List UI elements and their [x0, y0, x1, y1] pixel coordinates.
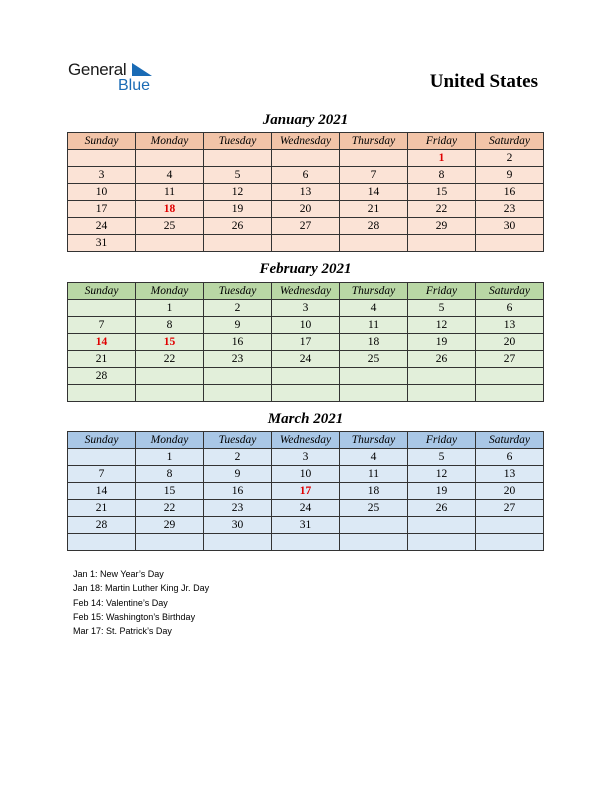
- empty-day-cell: [272, 235, 340, 252]
- day-cell: 10: [272, 466, 340, 483]
- empty-day-cell: [136, 150, 204, 167]
- day-cell: 15: [136, 334, 204, 351]
- day-cell: 12: [408, 466, 476, 483]
- calendar-february: [67, 282, 544, 402]
- logo: [68, 60, 168, 100]
- day-cell: 9: [204, 466, 272, 483]
- week-row: [68, 368, 544, 385]
- empty-day-cell: [408, 368, 476, 385]
- empty-day-cell: [408, 385, 476, 402]
- day-cell: 17: [272, 483, 340, 500]
- empty-day-cell: [476, 517, 544, 534]
- logo-triangle-icon: [132, 63, 154, 77]
- weekday-label: Thursday: [340, 283, 408, 300]
- empty-day-cell: [204, 150, 272, 167]
- empty-day-cell: [204, 235, 272, 252]
- day-cell: 28: [340, 218, 408, 235]
- empty-day-cell: [476, 235, 544, 252]
- day-cell: 25: [340, 351, 408, 368]
- day-cell: 27: [272, 218, 340, 235]
- empty-day-cell: [204, 368, 272, 385]
- day-cell: 9: [476, 167, 544, 184]
- day-cell: 2: [204, 449, 272, 466]
- day-cell: 25: [340, 500, 408, 517]
- week-row: [68, 385, 544, 402]
- empty-day-cell: [68, 534, 136, 551]
- week-row: [68, 500, 544, 517]
- day-cell: 24: [272, 500, 340, 517]
- weekday-header-row: [68, 432, 544, 449]
- day-cell: 21: [68, 351, 136, 368]
- day-cell: 1: [136, 449, 204, 466]
- day-cell: 30: [204, 517, 272, 534]
- day-cell: 6: [476, 449, 544, 466]
- empty-day-cell: [340, 385, 408, 402]
- week-row: [68, 483, 544, 500]
- day-cell: 15: [408, 184, 476, 201]
- empty-day-cell: [272, 385, 340, 402]
- day-cell: 28: [68, 368, 136, 385]
- day-cell: 13: [476, 466, 544, 483]
- day-cell: 16: [204, 334, 272, 351]
- day-cell: 12: [408, 317, 476, 334]
- empty-day-cell: [204, 385, 272, 402]
- week-row: [68, 351, 544, 368]
- empty-day-cell: [68, 300, 136, 317]
- day-cell: 17: [68, 201, 136, 218]
- week-row: [68, 150, 544, 167]
- weekday-label: Sunday: [68, 432, 136, 449]
- empty-day-cell: [68, 385, 136, 402]
- weekday-label: Friday: [408, 283, 476, 300]
- day-cell: 18: [340, 483, 408, 500]
- week-row: [68, 235, 544, 252]
- calendar-march: [67, 431, 544, 551]
- empty-day-cell: [136, 368, 204, 385]
- day-cell: 11: [340, 466, 408, 483]
- day-cell: 8: [136, 466, 204, 483]
- day-cell: 29: [136, 517, 204, 534]
- day-cell: 11: [136, 184, 204, 201]
- day-cell: 17: [272, 334, 340, 351]
- day-cell: 13: [476, 317, 544, 334]
- weekday-label: Monday: [136, 432, 204, 449]
- weekday-label: Saturday: [476, 432, 544, 449]
- weekday-label: Monday: [136, 283, 204, 300]
- day-cell: 23: [204, 351, 272, 368]
- weekday-label: Thursday: [340, 432, 408, 449]
- weekday-label: Friday: [408, 133, 476, 150]
- day-cell: 20: [476, 334, 544, 351]
- day-cell: 6: [272, 167, 340, 184]
- week-row: [68, 218, 544, 235]
- holiday-item: Feb 14: Valentine’s Day: [73, 597, 168, 608]
- day-cell: 8: [408, 167, 476, 184]
- empty-day-cell: [272, 150, 340, 167]
- day-cell: 1: [136, 300, 204, 317]
- empty-day-cell: [340, 517, 408, 534]
- day-cell: 1: [408, 150, 476, 167]
- empty-day-cell: [136, 534, 204, 551]
- day-cell: 9: [204, 317, 272, 334]
- week-row: [68, 334, 544, 351]
- weekday-label: Wednesday: [272, 283, 340, 300]
- empty-day-cell: [476, 385, 544, 402]
- week-row: [68, 534, 544, 551]
- logo-word-blue: Blue: [118, 77, 151, 94]
- calendar-january: [67, 132, 544, 252]
- empty-day-cell: [340, 534, 408, 551]
- day-cell: 12: [204, 184, 272, 201]
- day-cell: 31: [68, 235, 136, 252]
- empty-day-cell: [476, 534, 544, 551]
- empty-day-cell: [272, 368, 340, 385]
- day-cell: 10: [272, 317, 340, 334]
- weekday-label: Monday: [136, 133, 204, 150]
- weekday-label: Sunday: [68, 283, 136, 300]
- day-cell: 23: [204, 500, 272, 517]
- empty-day-cell: [204, 534, 272, 551]
- day-cell: 2: [476, 150, 544, 167]
- weekday-header-row: [68, 133, 544, 150]
- week-row: [68, 167, 544, 184]
- holiday-item: Feb 15: Washington’s Birthday: [73, 611, 196, 622]
- day-cell: 26: [204, 218, 272, 235]
- day-cell: 19: [204, 201, 272, 218]
- day-cell: 8: [136, 317, 204, 334]
- empty-day-cell: [272, 534, 340, 551]
- day-cell: 22: [136, 500, 204, 517]
- empty-day-cell: [408, 534, 476, 551]
- week-row: [68, 466, 544, 483]
- weekday-label: Tuesday: [204, 283, 272, 300]
- day-cell: 3: [272, 300, 340, 317]
- day-cell: 3: [272, 449, 340, 466]
- day-cell: 18: [136, 201, 204, 218]
- empty-day-cell: [68, 449, 136, 466]
- weekday-label: Wednesday: [272, 432, 340, 449]
- day-cell: 7: [68, 317, 136, 334]
- empty-day-cell: [68, 150, 136, 167]
- day-cell: 30: [476, 218, 544, 235]
- empty-day-cell: [340, 150, 408, 167]
- day-cell: 14: [340, 184, 408, 201]
- day-cell: 27: [476, 351, 544, 368]
- month-title-january: January 2021: [262, 112, 349, 128]
- day-cell: 13: [272, 184, 340, 201]
- day-cell: 15: [136, 483, 204, 500]
- day-cell: 4: [340, 300, 408, 317]
- week-row: [68, 184, 544, 201]
- day-cell: 7: [68, 466, 136, 483]
- weekday-label: Saturday: [476, 133, 544, 150]
- day-cell: 16: [476, 184, 544, 201]
- weekday-label: Wednesday: [272, 133, 340, 150]
- day-cell: 20: [476, 483, 544, 500]
- empty-day-cell: [408, 235, 476, 252]
- week-row: [68, 317, 544, 334]
- weekday-label: Tuesday: [204, 432, 272, 449]
- week-row: [68, 517, 544, 534]
- logo-word-general: General: [68, 60, 127, 79]
- week-row: [68, 449, 544, 466]
- holiday-item: Jan 1: New Year’s Day: [73, 569, 164, 579]
- day-cell: 26: [408, 351, 476, 368]
- holiday-item: Jan 18: Martin Luther King Jr. Day: [73, 583, 210, 594]
- weekday-label: Thursday: [340, 133, 408, 150]
- weekday-label: Friday: [408, 432, 476, 449]
- weekday-header-row: [68, 283, 544, 300]
- day-cell: 2: [204, 300, 272, 317]
- day-cell: 14: [68, 483, 136, 500]
- day-cell: 20: [272, 201, 340, 218]
- day-cell: 25: [136, 218, 204, 235]
- day-cell: 24: [68, 218, 136, 235]
- day-cell: 4: [340, 449, 408, 466]
- day-cell: 5: [408, 449, 476, 466]
- weekday-label: Saturday: [476, 283, 544, 300]
- empty-day-cell: [136, 235, 204, 252]
- day-cell: 28: [68, 517, 136, 534]
- day-cell: 27: [476, 500, 544, 517]
- weekday-label: Tuesday: [204, 133, 272, 150]
- empty-day-cell: [136, 385, 204, 402]
- day-cell: 31: [272, 517, 340, 534]
- day-cell: 6: [476, 300, 544, 317]
- day-cell: 4: [136, 167, 204, 184]
- day-cell: 21: [340, 201, 408, 218]
- day-cell: 24: [272, 351, 340, 368]
- country-title: United States: [429, 71, 538, 92]
- month-title-march: March 2021: [267, 411, 344, 427]
- day-cell: 16: [204, 483, 272, 500]
- day-cell: 18: [340, 334, 408, 351]
- day-cell: 3: [68, 167, 136, 184]
- day-cell: 19: [408, 334, 476, 351]
- month-title-february: February 2021: [259, 261, 352, 277]
- empty-day-cell: [476, 368, 544, 385]
- day-cell: 23: [476, 201, 544, 218]
- empty-day-cell: [340, 368, 408, 385]
- day-cell: 11: [340, 317, 408, 334]
- day-cell: 21: [68, 500, 136, 517]
- day-cell: 22: [136, 351, 204, 368]
- empty-day-cell: [408, 517, 476, 534]
- week-row: [68, 300, 544, 317]
- day-cell: 26: [408, 500, 476, 517]
- day-cell: 29: [408, 218, 476, 235]
- holiday-list: [73, 567, 209, 638]
- day-cell: 5: [408, 300, 476, 317]
- day-cell: 10: [68, 184, 136, 201]
- day-cell: 7: [340, 167, 408, 184]
- day-cell: 14: [68, 334, 136, 351]
- weekday-label: Sunday: [68, 133, 136, 150]
- day-cell: 19: [408, 483, 476, 500]
- day-cell: 5: [204, 167, 272, 184]
- holiday-item: Mar 17: St. Patrick’s Day: [73, 626, 172, 637]
- empty-day-cell: [340, 235, 408, 252]
- week-row: [68, 201, 544, 218]
- day-cell: 22: [408, 201, 476, 218]
